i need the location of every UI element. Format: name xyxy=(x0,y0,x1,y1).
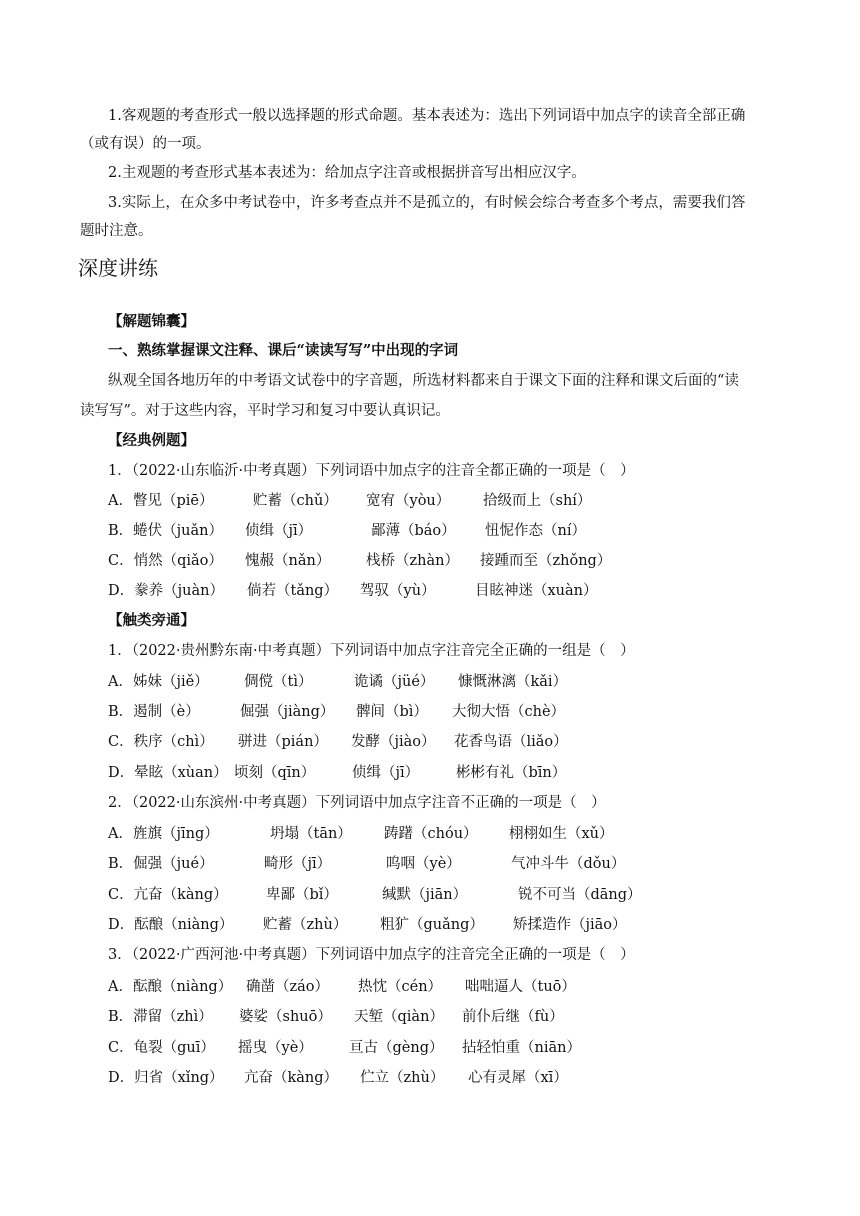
option-item: 拈轻怕重（niān） xyxy=(462,1040,581,1056)
option-item: B．滞留（zhì） xyxy=(108,1009,213,1025)
option-item: 畸形（jī） xyxy=(264,856,332,872)
option-item: 彬彬有礼（bīn） xyxy=(456,765,567,781)
option-item: D．归省（xǐng） xyxy=(108,1070,224,1086)
tips-paragraph-line-1: 纵观全国各地历年的中考语文试卷中的字音题，所选材料都来自于课文下面的注释和课文后面的“读 xyxy=(108,373,739,389)
option-item: 矫揉造作（jiāo） xyxy=(513,917,627,933)
option-item: 天堑（qiàn） xyxy=(354,1009,444,1025)
option-item: 拾级而上（shí） xyxy=(483,493,592,509)
option-item: B．遏制（è） xyxy=(108,704,200,720)
option-item: 摇曳（yè） xyxy=(238,1040,313,1056)
option-item: 栩栩如生（xǔ） xyxy=(509,826,614,842)
option-item: C．秩序（chì） xyxy=(108,734,214,750)
option-item: 愧赧（nǎn） xyxy=(245,553,331,569)
option-item: 髀间（bì） xyxy=(356,704,428,720)
section-title: 深度讲练 xyxy=(78,256,158,280)
option-item: 贮蓄（zhù） xyxy=(263,917,348,933)
option-item: 确凿（záo） xyxy=(246,979,330,995)
option-item: 婆娑（shuō） xyxy=(239,1009,332,1025)
note-3-line-2: 题时注意。 xyxy=(80,223,153,239)
option-item: A．姊妹（jiě） xyxy=(108,674,209,690)
option-item: 侦缉（jī） xyxy=(245,523,313,539)
option-item: D．酝酿（niàng） xyxy=(108,917,234,933)
note-1-line-2: （或有误）的一项。 xyxy=(80,136,211,152)
option-item: 接踵而至（zhǒng） xyxy=(480,553,612,569)
tips-heading: 一、熟练掌握课文注释、课后“读读写写”中出现的字词 xyxy=(108,342,459,359)
option-item: 驾驭（yù） xyxy=(360,583,436,599)
note-2: 2.主观题的考查形式基本表述为：给加点字注音或根据拼音写出相应汉字。 xyxy=(108,165,586,181)
note-1-line-1: 1.客观题的考查形式一般以选择题的形式命题。基本表述为：选出下列词语中加点字的读音全部正确 xyxy=(108,108,746,124)
practice-label: 【触类旁通】 xyxy=(108,612,195,629)
option-item: 伫立（zhù） xyxy=(360,1070,445,1086)
option-item: 倔强（jiàng） xyxy=(240,704,335,720)
option-item: 咄咄逼人（tuō） xyxy=(465,979,576,995)
option-item: 倘若（tǎng） xyxy=(247,583,339,599)
note-3-line-1: 3.实际上，在众多中考试卷中，许多考查点并不是孤立的，有时候会综合考查多个考点，需要我们答 xyxy=(108,195,746,211)
option-item: 慷慨淋漓（kǎi） xyxy=(458,674,568,690)
option-item: 缄默（jiān） xyxy=(382,887,468,903)
option-item: 呜咽（yè） xyxy=(386,856,461,872)
option-item: 忸怩作态（ní） xyxy=(485,523,586,539)
option-item: D．晕眩（xùan） xyxy=(108,765,228,781)
option-item: 鄙薄（báo） xyxy=(371,523,456,539)
classic-label: 【经典例题】 xyxy=(108,432,195,449)
option-item: 倜傥（tì） xyxy=(244,674,313,690)
option-item: 坍塌（tān） xyxy=(270,826,352,842)
option-item: B．倔强（jué） xyxy=(108,856,214,872)
option-item: 宽宥（yòu） xyxy=(366,493,451,509)
option-item: 诡谲（jüé） xyxy=(354,674,435,690)
option-item: 花香鸟语（liǎo） xyxy=(454,734,568,750)
option-item: C．龟裂（guī） xyxy=(108,1040,215,1056)
tips-label: 【解题锦囊】 xyxy=(108,313,195,330)
option-item: C．悄然（qiǎo） xyxy=(108,553,223,569)
option-item: 发酵（jiào） xyxy=(351,734,436,750)
option-item: 前仆后继（fù） xyxy=(462,1009,564,1025)
option-item: 热忱（cén） xyxy=(358,979,443,995)
option-item: 目眩神迷（xuàn） xyxy=(475,583,598,599)
option-item: 栈桥（zhàn） xyxy=(366,553,459,569)
question-stem: 1．（2022·贵州黔东南·中考真题）下列词语中加点字注音完全正确的一组是（ ） xyxy=(108,643,635,659)
option-item: 大彻大悟（chè） xyxy=(452,704,566,720)
option-item: 骈进（pián） xyxy=(238,734,328,750)
option-item: A．旌旗（jīng） xyxy=(108,826,219,842)
option-item: 气冲斗牛（dǒu） xyxy=(511,856,626,872)
option-item: 心有灵犀（xī） xyxy=(468,1070,568,1086)
option-item: 贮蓄（chǔ） xyxy=(253,493,338,509)
option-item: 卑鄙（bǐ） xyxy=(266,887,338,903)
option-item: C．亢奋（kàng） xyxy=(108,887,228,903)
option-item: D．豢养（juàn） xyxy=(108,583,224,599)
option-item: A．瞥见（piē） xyxy=(108,493,214,509)
option-item: 亘古（gèng） xyxy=(349,1040,444,1056)
option-item: 侦缉（jī） xyxy=(352,765,420,781)
question-stem: 1．（2022·山东临沂·中考真题）下列词语中加点字的注音全都正确的一项是（ ） xyxy=(108,463,635,479)
option-item: 顷刻（qīn） xyxy=(234,765,316,781)
question-stem: 3．（2022·广西河池·中考真题）下列词语中加点字的注音完全正确的一项是（ ） xyxy=(108,947,635,963)
option-item: 亢奋（kàng） xyxy=(244,1070,339,1086)
tips-paragraph-line-2: 读写写”。对于这些内容，平时学习和复习中要认真识记。 xyxy=(80,403,450,419)
option-item: 粗犷（guǎng） xyxy=(380,917,484,933)
question-stem: 2．（2022·山东滨州·中考真题）下列词语中加点字注音不正确的一项是（ ） xyxy=(108,795,606,811)
option-item: 踌躇（chóu） xyxy=(384,826,478,842)
option-item: B．蜷伏（juǎn） xyxy=(108,523,223,539)
option-item: A．酝酿（niàng） xyxy=(108,979,233,995)
option-item: 锐不可当（dāng） xyxy=(518,887,642,903)
